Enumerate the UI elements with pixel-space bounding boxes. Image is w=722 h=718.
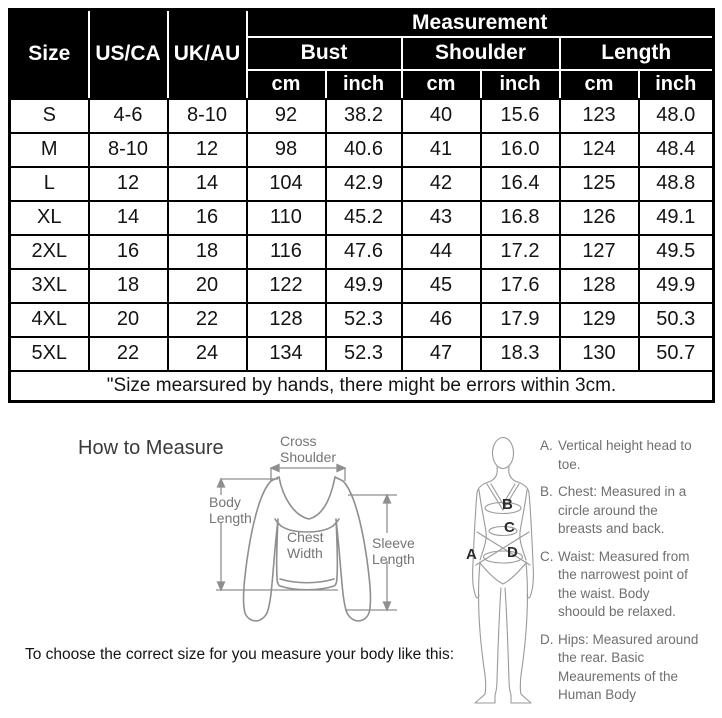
header-row-1 (10, 10, 714, 37)
table-cell: 46 (402, 303, 481, 337)
header-uk-au: UK/AU (168, 10, 247, 99)
table-cell: 98 (247, 133, 326, 167)
table-cell: 122 (247, 269, 326, 303)
table-row (10, 133, 714, 167)
legend-item-a (540, 437, 708, 474)
table-cell: 20 (168, 269, 247, 303)
header-bust-inch: inch (326, 70, 402, 99)
table-cell: 4-6 (89, 99, 168, 133)
choose-size-instruction: To choose the correct size for you measure your body like this: (25, 646, 455, 663)
table-cell: 3XL (10, 269, 89, 303)
cross-shoulder-label: Cross Shoulder (280, 433, 337, 465)
table-cell: 49.9 (326, 269, 402, 303)
table-cell: 16.4 (481, 167, 560, 201)
chest-width-label: Chest Width (287, 529, 324, 561)
table-cell: 47 (402, 337, 481, 371)
table-cell: 52.3 (326, 303, 402, 337)
table-cell: 42 (402, 167, 481, 201)
legend-item-b (540, 483, 708, 539)
size-note: "Size mearsured by hands, there might be errors within 3cm. (10, 371, 714, 402)
table-cell: S (10, 99, 89, 133)
table-cell: 12 (168, 133, 247, 167)
table-cell: 16 (168, 201, 247, 235)
table-cell: 12 (89, 167, 168, 201)
table-cell: 40.6 (326, 133, 402, 167)
table-cell: 15.6 (481, 99, 560, 133)
table-cell: 129 (560, 303, 639, 337)
legend-key: A. (540, 438, 553, 453)
table-cell: 44 (402, 235, 481, 269)
table-cell: 17.6 (481, 269, 560, 303)
table-cell: 38.2 (326, 99, 402, 133)
legend-text: Vertical height head to toe. (558, 438, 692, 472)
table-cell: 22 (168, 303, 247, 337)
table-cell: 48.8 (639, 167, 714, 201)
header-shoulder-cm: cm (402, 70, 481, 99)
table-cell: 2XL (10, 235, 89, 269)
table-row (10, 269, 714, 303)
table-cell: 16 (89, 235, 168, 269)
table-cell: 50.3 (639, 303, 714, 337)
table-cell: 41 (402, 133, 481, 167)
measurement-legend (540, 437, 708, 714)
table-cell: 50.7 (639, 337, 714, 371)
legend-key: D. (540, 631, 554, 647)
table-cell: 48.0 (639, 99, 714, 133)
figure-letter-c: C (504, 519, 515, 536)
table-cell: 40 (402, 99, 481, 133)
header-shoulder: Shoulder (402, 37, 560, 70)
figure-letter-a: A (466, 546, 477, 563)
table-cell: 128 (247, 303, 326, 337)
table-cell: 124 (560, 133, 639, 167)
header-bust-cm: cm (247, 70, 326, 99)
table-row (10, 303, 714, 337)
header-size: Size (10, 10, 89, 99)
table-cell: 43 (402, 201, 481, 235)
table-cell: 52.3 (326, 337, 402, 371)
header-length: Length (560, 37, 714, 70)
table-cell: 134 (247, 337, 326, 371)
table-cell: 126 (560, 201, 639, 235)
legend-text: Waist: Measured from the narrowest point of the waist. Body shoould be relaxed. (558, 548, 690, 619)
size-chart-table (8, 8, 715, 403)
table-cell: 127 (560, 235, 639, 269)
table-cell: 4XL (10, 303, 89, 337)
header-length-cm: cm (560, 70, 639, 99)
body-length-label: Body Length (209, 494, 252, 526)
table-cell: 17.9 (481, 303, 560, 337)
legend-key: B. (540, 484, 553, 499)
table-row (10, 201, 714, 235)
table-cell: 18 (168, 235, 247, 269)
table-row (10, 167, 714, 201)
table-cell: XL (10, 201, 89, 235)
table-cell: 14 (89, 201, 168, 235)
table-cell: 17.2 (481, 235, 560, 269)
header-length-inch: inch (639, 70, 714, 99)
table-row (10, 99, 714, 133)
header-measurement: Measurement (247, 10, 714, 37)
table-cell: 24 (168, 337, 247, 371)
legend-item-c (540, 548, 708, 622)
table-cell: 22 (89, 337, 168, 371)
table-cell: 123 (560, 99, 639, 133)
table-cell: 125 (560, 167, 639, 201)
table-cell: 110 (247, 201, 326, 235)
table-cell: 49.1 (639, 201, 714, 235)
table-cell: 45.2 (326, 201, 402, 235)
table-cell: 5XL (10, 337, 89, 371)
note-row (10, 371, 714, 402)
table-cell: 14 (168, 167, 247, 201)
header-us-ca: US/CA (89, 10, 168, 99)
table-cell: 128 (560, 269, 639, 303)
table-cell: 18.3 (481, 337, 560, 371)
table-row (10, 337, 714, 371)
table-cell: 49.5 (639, 235, 714, 269)
legend-text: Hips: Measured around the rear. Basic Meaurements of the Human Body (558, 631, 699, 702)
legend-key: C. (540, 548, 554, 564)
table-cell: 20 (89, 303, 168, 337)
table-cell: 92 (247, 99, 326, 133)
table-cell: L (10, 167, 89, 201)
table-cell: 42.9 (326, 167, 402, 201)
legend-item-d (540, 631, 708, 705)
table-cell: 130 (560, 337, 639, 371)
header-bust: Bust (247, 37, 402, 70)
table-cell: 48.4 (639, 133, 714, 167)
body-figure-diagram (465, 430, 540, 710)
figure-letter-b: B (502, 496, 513, 513)
table-cell: 16.8 (481, 201, 560, 235)
table-cell: 18 (89, 269, 168, 303)
table-cell: 49.9 (639, 269, 714, 303)
table-cell: 8-10 (168, 99, 247, 133)
how-to-measure-heading: How to Measure (78, 437, 224, 459)
sleeve-length-label: Sleeve Length (372, 535, 415, 567)
header-shoulder-inch: inch (481, 70, 560, 99)
figure-letter-d: D (507, 544, 518, 561)
table-cell: 8-10 (89, 133, 168, 167)
table-cell: 104 (247, 167, 326, 201)
table-row (10, 235, 714, 269)
table-cell: 116 (247, 235, 326, 269)
table-cell: 16.0 (481, 133, 560, 167)
table-cell: 45 (402, 269, 481, 303)
legend-text: Chest: Measured in a circle around the breasts and back. (558, 484, 687, 536)
table-cell: M (10, 133, 89, 167)
body-outline (473, 438, 534, 704)
table-cell: 47.6 (326, 235, 402, 269)
